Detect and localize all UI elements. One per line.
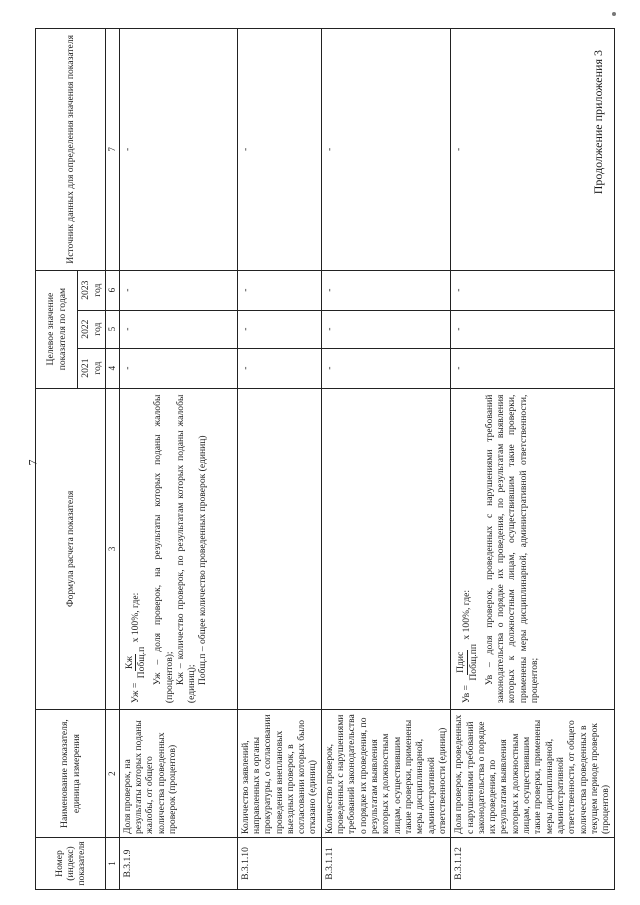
row-formula — [451, 388, 614, 710]
formula-lhs: Уж = — [129, 682, 141, 704]
legend-line: Уж – доля проверок, на результаты которых поданы жалобы (процентов); — [152, 394, 175, 704]
col-number: 3 — [106, 388, 120, 710]
legend-line: Побщ.п – общее количество проведенных проверок (единиц) — [197, 435, 209, 686]
header-2021: 2021 год — [78, 348, 106, 388]
col-number: 6 — [106, 270, 120, 310]
header-2023: 2023 год — [78, 270, 106, 310]
value-2023: - — [321, 270, 450, 310]
row-formula — [321, 388, 450, 710]
legend-line: Кж – количество проверок, по результатам которых поданы жалобы (единиц); — [174, 394, 198, 704]
value-2022: - — [451, 310, 614, 348]
header-formula: Формула расчета показателя — [36, 388, 106, 710]
formula-numerator: Кж — [123, 656, 135, 670]
row-formula — [119, 388, 237, 710]
value-source: - — [321, 29, 450, 271]
value-2023: - — [237, 270, 321, 310]
formula-legend — [484, 395, 541, 704]
formula-lhs: Ув = — [461, 685, 473, 704]
col-number: 2 — [106, 710, 120, 838]
table-row — [119, 29, 237, 890]
legend-line: Ув – доля проверок, проведенных с нарушениями требований законодательства о порядке их проведения, по результатам выявления которых к должностным лицам, осуществившим такие проверки, применены меры дисциплинарной, административной ответственности, процентов; — [483, 394, 541, 704]
row-name: Количество заявлений, направленных в органы прокуратуры, о согласовании проведения внеплановых выездных проверок, в согласовании которых было отказано (единиц) — [237, 710, 321, 838]
value-2023: - — [119, 270, 237, 310]
formula-line — [455, 395, 479, 704]
indicators-table — [35, 28, 615, 890]
row-index: В.3.1.9 — [119, 838, 237, 890]
formula-line — [124, 395, 148, 704]
formula-rhs: х 100%, где: — [129, 592, 141, 643]
header-target: Целевое значение показателя по годам — [36, 270, 78, 388]
column-numbers-row — [106, 29, 120, 890]
value-2021: - — [119, 348, 237, 388]
value-2022: - — [237, 310, 321, 348]
value-2021: - — [237, 348, 321, 388]
value-2023: - — [451, 270, 614, 310]
formula-denominator: Побщ.п — [135, 646, 147, 679]
row-index: В.3.1.10 — [237, 838, 321, 890]
value-2021: - — [451, 348, 614, 388]
header-name: Наименование показателя, единица измерения — [36, 710, 106, 838]
row-formula — [237, 388, 321, 710]
row-index: В.3.1.11 — [321, 838, 450, 890]
formula-legend — [152, 395, 209, 704]
value-source: - — [119, 29, 237, 271]
header-number: Номер (индекс) показателя — [36, 838, 106, 890]
header-source: Источник данных для определения значения показателя — [36, 29, 106, 271]
col-number: 1 — [106, 838, 120, 890]
header-2022: 2022 год — [78, 310, 106, 348]
row-name: Доля проверок, на результаты которых поданы жалобы, от общего количества проведенных проверок (процентов) — [119, 710, 237, 838]
formula-fraction — [455, 644, 479, 681]
table-row — [237, 29, 321, 890]
formula-numerator: Пдис — [455, 651, 467, 673]
col-number: 5 — [106, 310, 120, 348]
col-number: 4 — [106, 348, 120, 388]
row-index: В.3.1.12 — [451, 838, 614, 890]
value-2022: - — [321, 310, 450, 348]
table-row — [321, 29, 450, 890]
formula-rhs: х 100%, где: — [461, 589, 473, 640]
value-2022: - — [119, 310, 237, 348]
page-number: 7 — [25, 459, 40, 466]
row-name: Количество проверок, проведенных с нарушениями требований законодательства о порядке их проведения, по результатам выявления которых к должностным лицам, осуществившим такие проверки, применены меры дисциплинарной, административной ответственности (единиц) — [321, 710, 450, 838]
value-2021: - — [321, 348, 450, 388]
value-source: - — [451, 29, 614, 271]
table-row — [451, 29, 614, 890]
value-source: - — [237, 29, 321, 271]
formula-fraction — [124, 647, 148, 679]
row-name: Доля проверок, проведенных с нарушениями требований законодательства о порядке их проведения, по результатам выявления которых к должностным лицам, осуществившим такие проверки, применены меры дисциплинарной, административной ответственности, от общего количества проведенных в текущем периоде проверок (процентов) — [451, 710, 614, 838]
continuation-caption: Продолжение приложения 3 — [591, 50, 605, 195]
formula-denominator: Побщ.пп — [467, 643, 479, 681]
col-number: 7 — [106, 29, 120, 271]
